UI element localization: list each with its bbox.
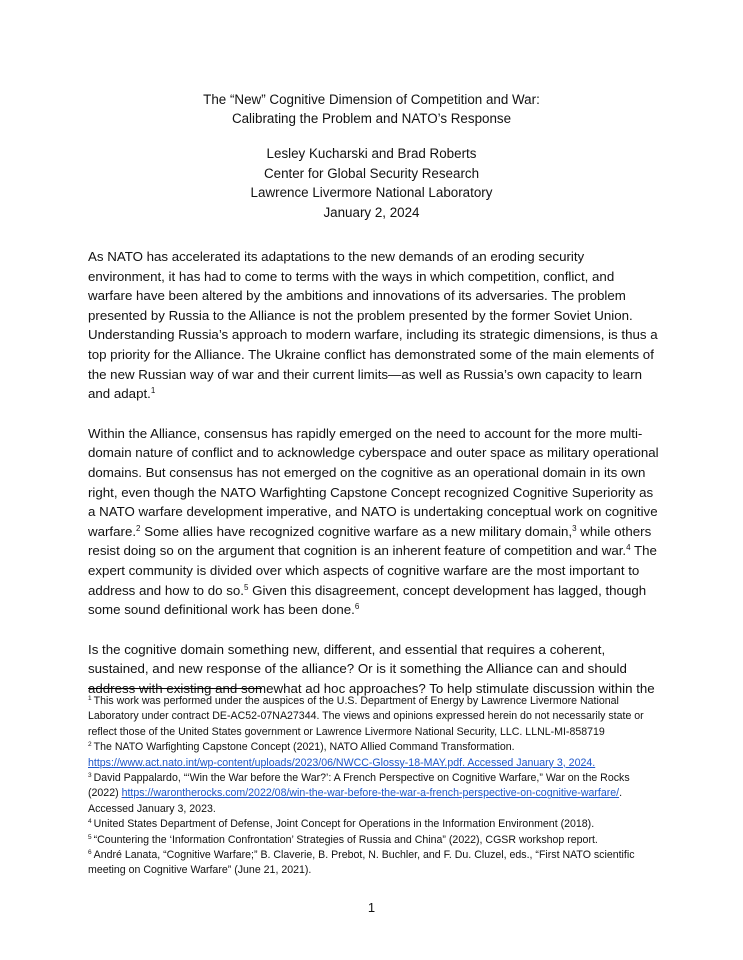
author-block [0, 144, 743, 222]
footnote-1: $^1$ This work was performed under the auspices of the U.S. Department of Energy by Lawrence Livermore National Laboratory under contract DE-AC52-07NA27344. The views and opinions expressed herein do not necessarily state or reflect those of the United States government or Lawrence Livermore National Security, LLC. LLNL-MI-858719 [88, 695, 644, 738]
footnote-ref-4[interactable]: 4 [626, 543, 631, 553]
paragraph-3: Is the cognitive domain something new, different, and essential that requires a coherent, sustained, and new response of the alliance? Or is it something the Alliance can and should address with existing and somewhat ad hoc approaches? To help stimulate discussion within the [88, 641, 655, 696]
footnote-2-link[interactable]: https://www.act.nato.int/wp-content/uploads/2023/06/NWCC-Glossy-18-MAY.pdf. Accessed January 3, 2024. [88, 756, 596, 769]
publication-date: January 2, 2024 [323, 204, 420, 220]
footnote-ref-1[interactable]: 1 [150, 386, 156, 396]
title-line-1: The “New” Cognitive Dimension of Competition and War: [203, 92, 540, 107]
footnote-4: $^4$ United States Department of Defense, Joint Concept for Operations in the Information Environment (2018). [88, 818, 595, 831]
paper-title [0, 90, 743, 128]
footnote-5: $^5$ “Countering the ‘Information Confrontation’ Strategies of Russia and China” (2022), CGSR workshop report. [88, 833, 598, 846]
footnote-ref-6[interactable]: 6 [354, 602, 360, 612]
body-text [88, 247, 660, 718]
paragraph-1: As NATO has accelerated its adaptations to the new demands of an eroding security environment, it has had to come to terms with the ways in which competition, conflict, and warfare have been altered by the ambitions and innovations of its adversaries. The problem presented by Russia to the Alliance is not the problem presented by the former Soviet Union. Understanding Russia’s approach to modern warfare, including its strategic dimensions, is thus a top priority for the Alliance. The Ukraine conflict has demonstrated some of the main elements of the new Russian way of war and their current limits—as well as Russia’s own capacity to learn and adapt.$^1$ [88, 249, 658, 402]
footnote-3: $^3$ David Pappalardo, “‘Win the War before the War?’: A French Perspective on Cognitive Warfare,” War on the Rocks (2022) https://warontherocks.com/2022/08/win-the-war-before-the-war-a-french-perspective-on-cognitive-warfare/. Accessed January 3, 2023. [88, 772, 630, 815]
footnote-2: $^2$ The NATO Warfighting Capstone Concept (2021), NATO Allied Command Transformation. https://www.act.nato.int/wp-content/uploads/2023/06/NWCC-Glossy-18-MAY.pdf. Accessed January 3, 2024. [88, 741, 596, 769]
author-names: Lesley Kucharski and Brad Roberts [266, 146, 477, 161]
footnote-ref-2[interactable]: 2 [136, 523, 141, 533]
footnote-divider [88, 688, 262, 689]
footnote-3-link[interactable]: https://warontherocks.com/2022/08/win-the-war-before-the-war-a-french-perspective-on-cognitive-warfare/ [121, 787, 620, 800]
footnote-6: $^6$ André Lanata, “Cognitive Warfare;” B. Claverie, B. Prebot, N. Buchler, and F. Du. Cluzel, eds., “First NATO scientific meeting on Cognitive Warfare” (June 21, 2021). [88, 849, 635, 877]
footnotes [88, 694, 660, 879]
footnote-ref-3[interactable]: 3 [572, 523, 577, 533]
paragraph-2: Within the Alliance, consensus has rapidly emerged on the need to account for the more multi-domain nature of conflict and to acknowledge cyberspace and outer space as military operational domains. But consensus has not emerged on the cognitive as an operational domain in its own right, even though the NATO Warfighting Capstone Concept recognized Cognitive Superiority as a NATO warfare development imperative, and NATO is undertaking conceptual work on cognitive warfare.$^2$ Some allies have recognized cognitive warfare as a new military domain,$^3$ while others resist doing so on the argument that cognition is an inherent feature of competition and war.$^4$ The expert community is divided over which aspects of cognitive warfare are the most important to address and how to do so.$^5$ Given this disagreement, concept development has lagged, though some sound definitional work has been done.$^6$ [88, 425, 659, 618]
footnote-ref-5[interactable]: 5 [243, 582, 249, 592]
page-number: 1 [367, 900, 376, 915]
author-center: Center for Global Security Research [263, 165, 480, 181]
title-line-2: Calibrating the Problem and NATO’s Response [231, 111, 512, 126]
author-lab: Lawrence Livermore National Laboratory [250, 185, 493, 200]
